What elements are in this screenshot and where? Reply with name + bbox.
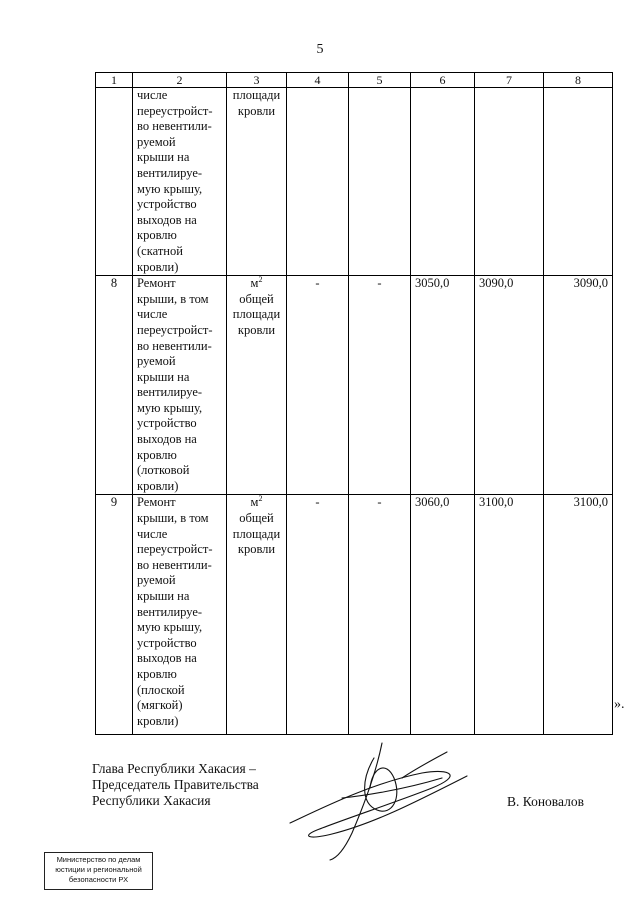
column-header: 4 xyxy=(287,73,349,88)
value-cell-col7: 3100,0 xyxy=(475,495,544,735)
unit-symbol: м xyxy=(250,495,259,510)
unit-line: кровли xyxy=(237,103,276,118)
signatory-title-line: Председатель Правительства xyxy=(92,777,259,792)
column-header: 8 xyxy=(544,73,613,88)
row-number-cell xyxy=(96,88,133,276)
handwritten-signature xyxy=(282,738,482,863)
unit-cell xyxy=(227,276,287,495)
closing-quote: ». xyxy=(614,697,625,712)
description-line: переустройст- xyxy=(137,322,213,337)
page-number: 5 xyxy=(316,42,324,57)
description-line: руемой xyxy=(137,573,176,588)
description-line: во невентили- xyxy=(137,119,212,134)
description-line: крыши на xyxy=(137,589,190,603)
description-line: числе xyxy=(137,526,168,541)
value-cell-col4: - xyxy=(287,276,349,495)
description-line: (скатной xyxy=(137,243,183,258)
description-line: (плоской xyxy=(137,682,185,697)
column-header: 5 xyxy=(349,73,411,88)
description-line: переустройст- xyxy=(137,542,213,557)
description-line: во невентили- xyxy=(137,557,212,572)
unit-cell xyxy=(227,88,287,276)
description-line: устройство xyxy=(137,197,197,212)
value-cell-col6: 3060,0 xyxy=(411,495,475,735)
description-line: кровлю xyxy=(137,228,177,243)
description-line: выходов на xyxy=(137,432,197,447)
description-line: руемой xyxy=(137,354,176,369)
data-table xyxy=(95,72,613,735)
value-cell-col8 xyxy=(544,88,613,276)
description-line: крыши на xyxy=(137,369,190,384)
description-line: мую крышу, xyxy=(137,400,203,415)
description-line: крыши на xyxy=(137,150,190,165)
work-description-cell xyxy=(133,88,227,276)
unit-symbol: м xyxy=(250,276,259,291)
column-header: 2 xyxy=(133,73,227,88)
description-line: кровлю xyxy=(137,666,177,681)
unit-line xyxy=(231,276,282,292)
unit-line: общей xyxy=(239,291,274,306)
signatory-title-line: Республики Хакасия xyxy=(92,793,211,808)
description-line: крыши, в том xyxy=(137,511,209,526)
description-line: крыши, в том xyxy=(137,291,209,306)
signer-name: В. Коновалов xyxy=(507,794,584,809)
value-cell-col5 xyxy=(349,88,411,276)
table-row xyxy=(96,88,613,276)
unit-line: общей xyxy=(239,511,274,526)
unit-line xyxy=(231,495,282,511)
description-line: вентилируе- xyxy=(137,165,203,180)
value-cell-col8: 3100,0 xyxy=(544,495,613,735)
column-header: 7 xyxy=(475,73,544,88)
description-line: устройство xyxy=(137,416,197,431)
value-cell-col7: 3090,0 xyxy=(475,276,544,495)
signatory-title-line: Глава Республики Хакасия – xyxy=(92,761,256,776)
description-line: вентилируе- xyxy=(137,604,203,619)
description-line: руемой xyxy=(137,134,176,149)
unit-line: кровли xyxy=(237,322,276,337)
value-cell-col4 xyxy=(287,88,349,276)
value-cell-col6 xyxy=(411,88,475,276)
description-line: кровли) xyxy=(137,259,179,274)
work-description-cell xyxy=(133,495,227,735)
value-cell-col6: 3050,0 xyxy=(411,276,475,495)
description-line: кровли) xyxy=(137,478,179,493)
description-line: (мягкой) xyxy=(137,698,183,713)
table-row xyxy=(96,495,613,735)
unit-line: площади xyxy=(232,307,281,322)
description-line: Ремонт xyxy=(137,495,176,510)
description-line: во невентили- xyxy=(137,338,212,353)
description-line: числе xyxy=(137,88,168,102)
stamp-line: Министерство по делам xyxy=(56,855,141,864)
description-line: кровли) xyxy=(137,713,179,728)
description-line: выходов на xyxy=(137,651,197,666)
unit-line: кровли xyxy=(237,542,276,557)
description-line: числе xyxy=(137,307,168,322)
description-line: вентилируе- xyxy=(137,385,203,400)
work-description-cell xyxy=(133,276,227,495)
table-header-row xyxy=(96,73,613,88)
description-line: выходов на xyxy=(137,212,197,227)
table-row xyxy=(96,276,613,495)
description-line: Ремонт xyxy=(137,276,176,291)
stamp-line: безопасности РХ xyxy=(68,875,129,884)
column-header: 6 xyxy=(411,73,475,88)
value-cell-col8: 3090,0 xyxy=(544,276,613,495)
column-header: 1 xyxy=(96,73,133,88)
description-line: (лотковой xyxy=(137,463,190,478)
registration-stamp xyxy=(44,852,153,890)
description-line: устройство xyxy=(137,635,197,650)
unit-line: площади xyxy=(232,88,281,102)
description-line: мую крышу, xyxy=(137,620,203,635)
value-cell-col4: - xyxy=(287,495,349,735)
column-header: 3 xyxy=(227,73,287,88)
row-number-cell: 9 xyxy=(96,495,133,735)
row-number-cell: 8 xyxy=(96,276,133,495)
description-line: мую крышу, xyxy=(137,181,203,196)
unit-line: площади xyxy=(232,526,281,541)
description-line: переустройст- xyxy=(137,103,213,118)
value-cell-col5: - xyxy=(349,495,411,735)
unit-cell xyxy=(227,495,287,735)
description-line: кровлю xyxy=(137,447,177,462)
value-cell-col7 xyxy=(475,88,544,276)
signatory-title xyxy=(92,761,259,809)
unit-superscript: 2 xyxy=(258,274,263,284)
value-cell-col5: - xyxy=(349,276,411,495)
unit-superscript: 2 xyxy=(258,494,263,504)
stamp-line: юстиции и региональной xyxy=(55,865,142,874)
